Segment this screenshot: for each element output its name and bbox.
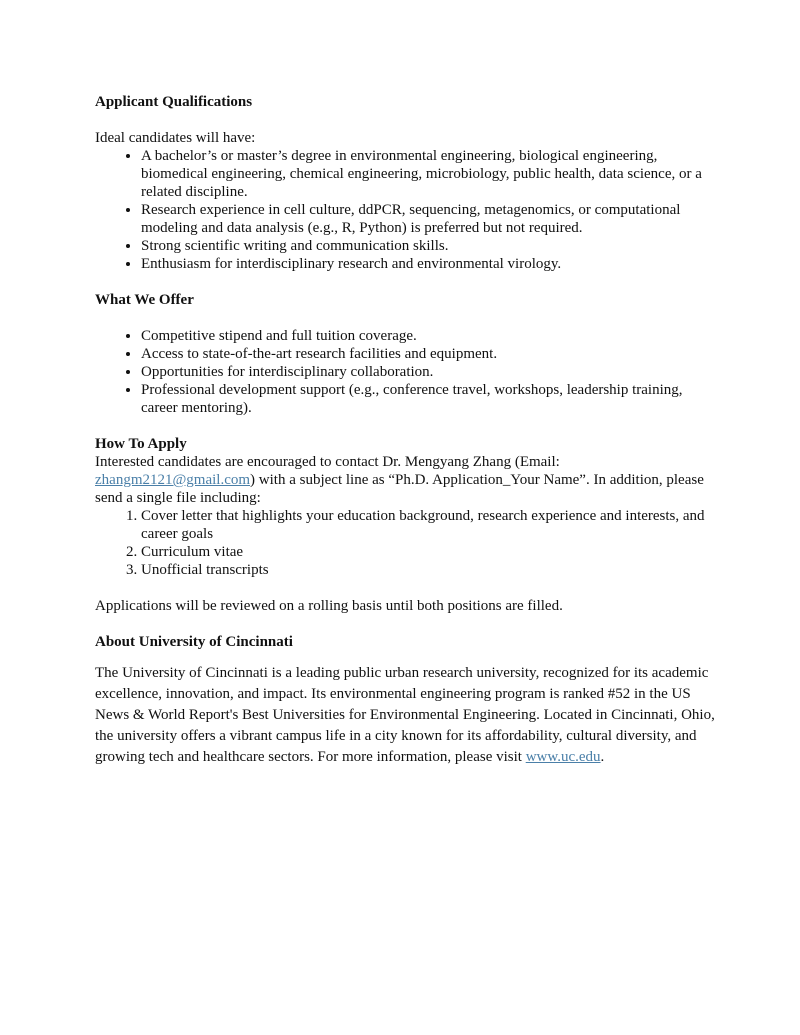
spacer [95,273,720,291]
apply-text-before: Interested candidates are encouraged to contact Dr. Mengyang Zhang (Email: [95,454,560,470]
spacer [95,111,720,129]
spacer [95,615,720,633]
list-item: 1. Cover letter that highlights your education background, research experience and interests, and career goals [141,507,720,543]
apply-heading: How To Apply [95,436,187,452]
list-item: • Strong scientific writing and communication skills. [141,237,720,255]
rolling-basis-text: Applications will be reviewed on a rolling basis until both positions are filled. [95,598,563,614]
list-item: • Access to state-of-the-art research facilities and equipment. [141,345,720,363]
about-end: . [600,749,605,765]
list-item: 3. Unofficial transcripts [141,561,720,579]
list-item: • Competitive stipend and full tuition coverage. [141,327,720,345]
uc-website-link[interactable]: www.uc.edu [525,749,601,765]
about-heading: About University of Cincinnati [95,634,293,650]
apply-paragraph [95,453,720,507]
apply-list [95,507,720,579]
spacer [95,309,720,327]
email-link[interactable]: zhangm2121@gmail.com [95,472,251,488]
spacer [95,417,720,435]
offer-list [95,327,720,417]
spacer [95,579,720,597]
document-page [95,93,720,768]
list-item: • Opportunities for interdisciplinary collaboration. [141,363,720,381]
list-item: 2. Curriculum vitae [141,543,720,561]
qualifications-heading: Applicant Qualifications [95,94,253,110]
list-item: • Enthusiasm for interdisciplinary research and environmental virology. [141,255,720,273]
qualifications-intro: Ideal candidates will have: [95,130,256,146]
list-item: • Research experience in cell culture, ddPCR, sequencing, metagenomics, or computational modeling and data analysis (e.g., R, Python) is preferred but not required. [141,201,720,237]
about-body-text: The University of Cincinnati is a leading public urban research university, recognized for its academic excellence, innovation, and impact. Its environmental engineering program is ranked #52 in the US News & World Report's Best Universities for Environmental Engineering. Located in Cincinnati, Ohio, the university offers a vibrant campus life in a city known for its affordability, cultural diversity, and growing tech and healthcare sectors. For more information, please visit [95,665,715,765]
list-item: • A bachelor’s or master’s degree in environmental engineering, biological engineering, biomedical engineering, chemical engineering, microbiology, public health, data science, or a related discipline. [141,147,720,201]
qualifications-list [95,147,720,273]
apply-text-after: ) with a subject line as “Ph.D. Application_Your Name”. In addition, please send a single file including: [95,472,704,506]
list-item: • Professional development support (e.g., conference travel, workshops, leadership training, career mentoring). [141,381,720,417]
about-paragraph [95,663,720,768]
offer-heading: What We Offer [95,292,194,308]
